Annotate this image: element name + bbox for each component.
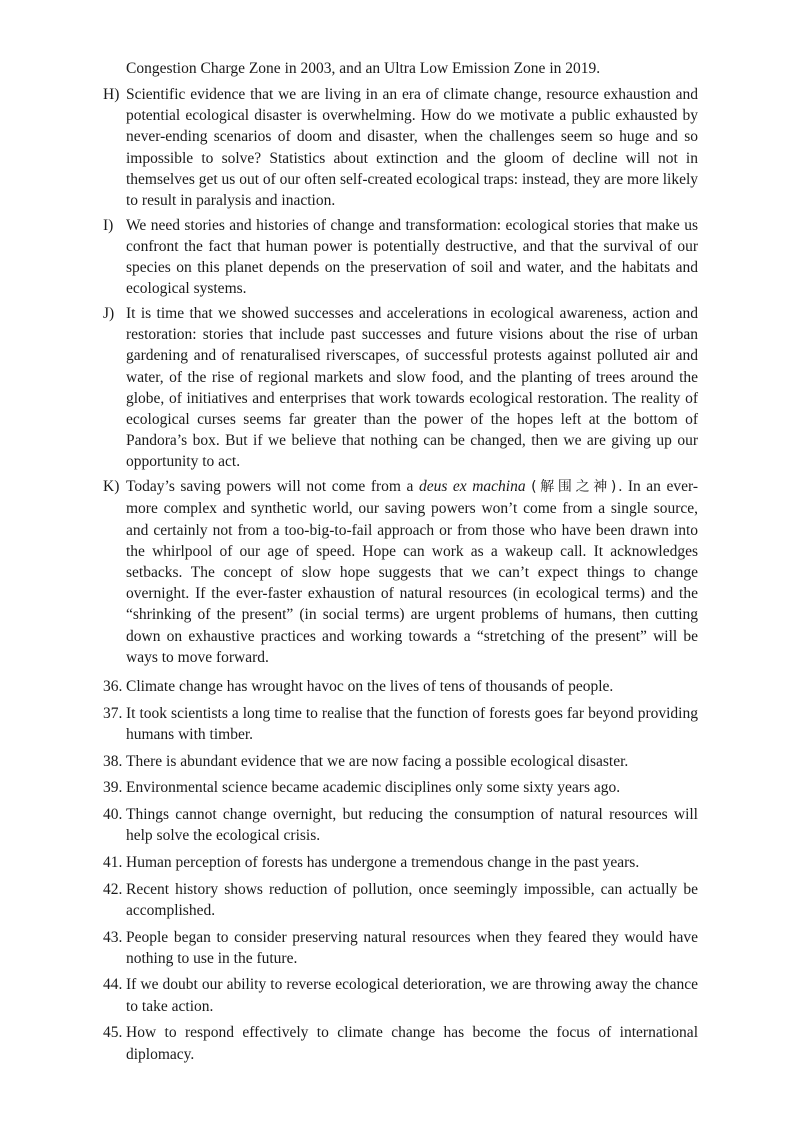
statement-text: People began to consider preserving natural resources when they feared they would have nothing to use in the future.: [126, 928, 698, 967]
statement-item: [103, 703, 698, 745]
paragraph-text: It is time that we showed successes and accelerations in ecological awareness, action and restoration: stories that include past successes and future visions about the rise of urban gardening and of renaturalised riverscapes, of successful protests against polluted air and water, of the rise of regional markets and slow food, and the planting of trees around the globe, of initiatives and enterprises that work towards ecological restoration. The reality of ecological curses seems far greater than the power of the hopes left at the bottom of Pandora’s box. But if we believe that nothing can be changed, then we are giving up our opportunity to act.: [126, 305, 698, 471]
italic-term: deus ex machina: [418, 478, 526, 496]
statement-number: 45.: [103, 1024, 123, 1042]
statement-number: 38.: [103, 752, 123, 770]
statement-text: There is abundant evidence that we are now facing a possible ecological disaster.: [126, 752, 629, 770]
statement-item: [103, 1022, 698, 1064]
statement-item: [103, 777, 698, 798]
paragraph-text: Scientific evidence that we are living in an era of climate change, resource exhaustion and potential ecological disaster is overwhelming. How do we motivate a public exhausted by never-ending scenarios of doom and disaster, when the challenges seem so huge and so impossible to solve? Statistics about extinction and the gloom of decline will not in themselves get us out of our often self-created ecological traps: instead, they are more likely to result in paralysis and inaction.: [126, 86, 699, 210]
paragraph-text-end: . In an ever-more complex and synthetic world, our saving powers won’t come from a single source, and certainly not from a too-big-to-fail approach or from those who have been drawn into the whirlpool of our age of speed. Hope can work as a wakeup call. It acknowledges setbacks. The concept of slow hope suggests that we can’t expect things to change overnight. If the ever-faster exhaustion of natural resources (in ecological terms) and the “shrinking of the present” (in social terms) are urgent problems of humans, then cutting down on exhaustive practices and working towards a “stretching of the present” will be ways to move forward.: [126, 478, 698, 666]
statement-item: [103, 927, 698, 969]
paragraph-label: J): [103, 305, 115, 323]
statement-number: 42.: [103, 880, 123, 898]
statement-number: 37.: [103, 704, 123, 722]
statement-text: It took scientists a long time to realise that the function of forests goes far beyond providing humans with timber.: [126, 704, 698, 743]
statement-text: If we doubt our ability to reverse ecological deterioration, we are throwing away the chance to take action.: [126, 976, 698, 1015]
statement-number: 41.: [103, 853, 123, 871]
paragraph-j: [103, 303, 698, 473]
paragraph-h: [103, 84, 698, 211]
paragraph-label: K): [103, 478, 120, 496]
statement-text: Recent history shows reduction of pollution, once seemingly impossible, can actually be accomplished.: [126, 880, 698, 919]
paragraph-text-start: Today’s saving powers will not come from a: [126, 478, 419, 496]
paragraph-label: H): [103, 86, 120, 103]
statement-text: How to respond effectively to climate change has become the focus of international diplomacy.: [126, 1024, 698, 1063]
paragraph-label: I): [103, 216, 114, 234]
statement-item: [103, 852, 698, 873]
statement-list: [103, 676, 698, 1070]
paragraph-text: We need stories and histories of change and transformation: ecological stories that make us confront the fact that human power is potentially destructive, and that the survival of our species on this planet depends on the preservation of soil and water, and the habitats and ecological systems.: [126, 216, 698, 298]
statement-number: 39.: [103, 779, 123, 797]
passage-continuation: Congestion Charge Zone in 2003, and an Ultra Low Emission Zone in 2019.: [126, 60, 601, 77]
statement-number: 40.: [103, 806, 123, 824]
statement-number: 43.: [103, 928, 123, 946]
statement-text: Human perception of forests has undergone a tremendous change in the past years.: [126, 853, 640, 871]
passage-paragraphs: [103, 84, 698, 671]
paragraph-text: [126, 476, 698, 668]
paragraph-k: [103, 476, 698, 668]
statement-item: [103, 974, 698, 1016]
statement-item: [103, 751, 698, 772]
statement-text: Climate change has wrought havoc on the lives of tens of thousands of people.: [126, 678, 614, 695]
statement-number: 36.: [103, 678, 123, 695]
statement-text: Environmental science became academic disciplines only some sixty years ago.: [126, 779, 621, 797]
chinese-gloss: (解围之神): [531, 479, 619, 496]
paragraph-i: [103, 215, 698, 300]
statement-text: Things cannot change overnight, but reducing the consumption of natural resources will help solve the ecological crisis.: [126, 806, 698, 845]
statement-number: 44.: [103, 976, 123, 994]
statement-item: [103, 879, 698, 921]
statement-item: [103, 676, 698, 697]
statement-item: [103, 804, 698, 846]
